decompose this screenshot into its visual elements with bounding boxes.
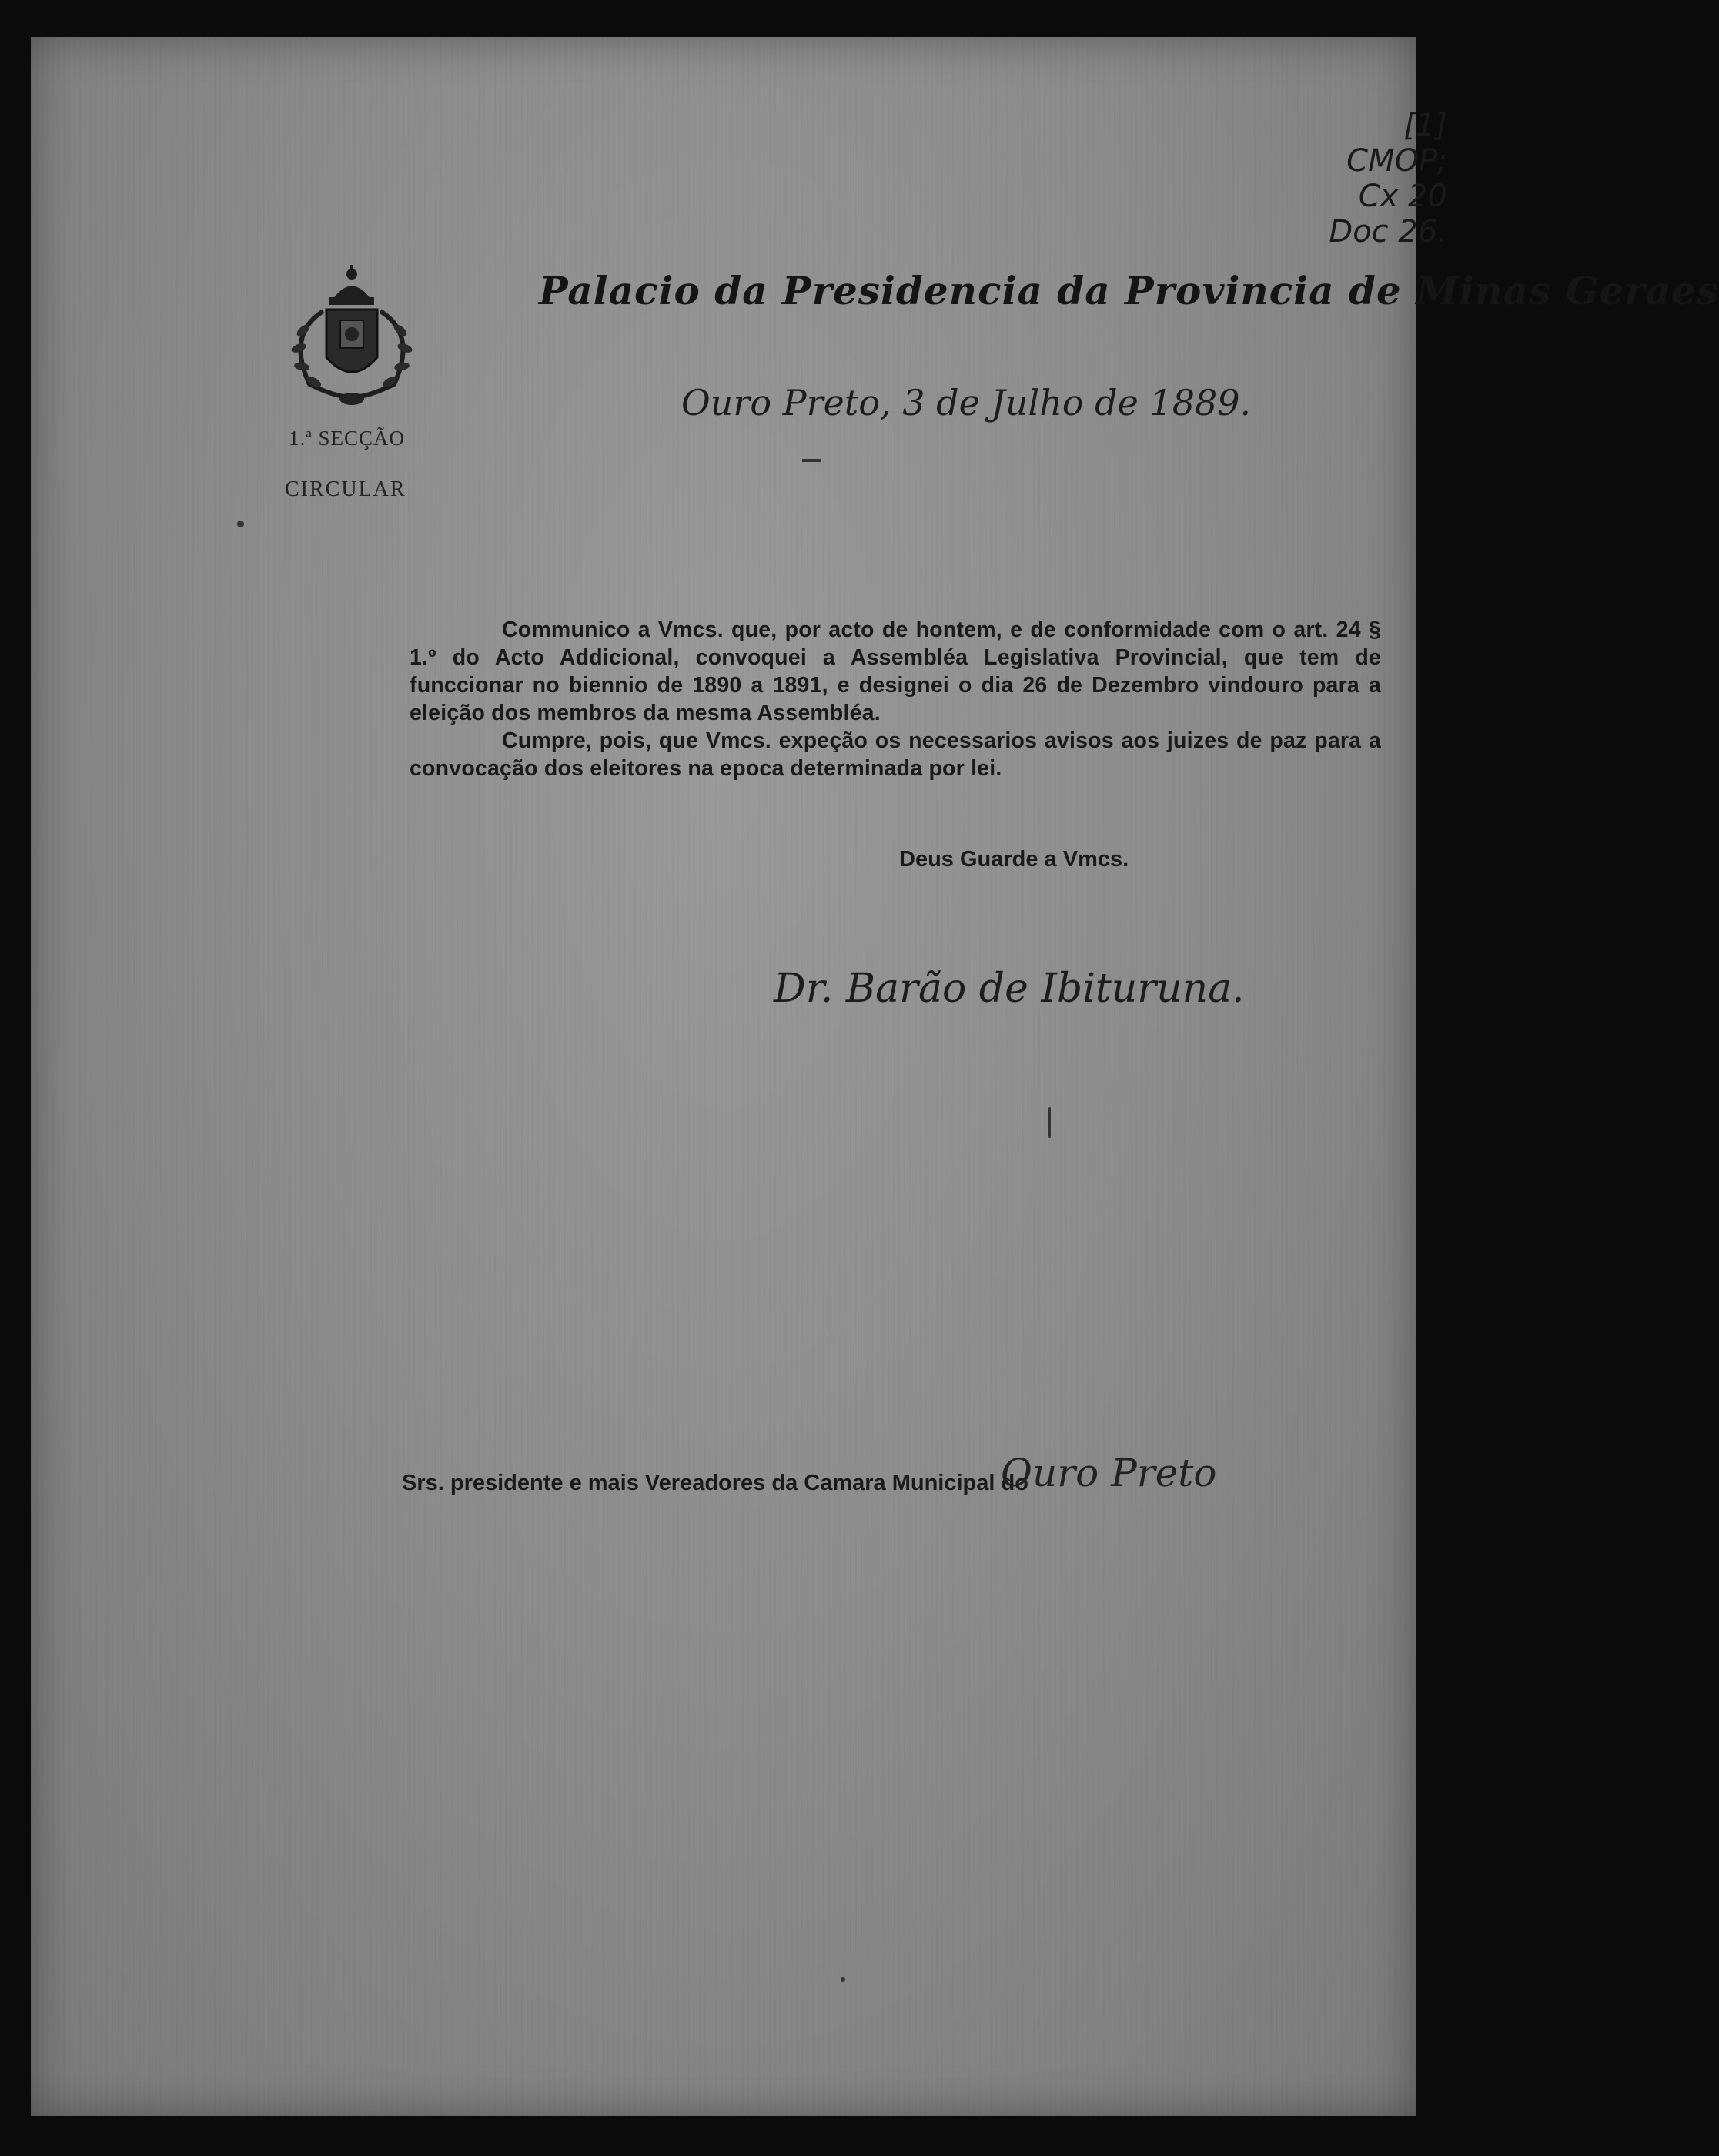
archive-note-line: [1] [1403,108,1447,143]
paper-speck [1048,1107,1051,1138]
letter-body [410,616,1381,782]
signature: Dr. Barão de Ibituruna. [774,966,1245,1012]
letterhead: Palacio da Presidencia da Provincia de Minas Geraes [539,268,1719,313]
paper-speck [237,521,244,527]
archive-reference-note [1293,108,1447,249]
archive-note-line: Cx 20 [1358,179,1447,214]
paper-speck [841,1977,845,1982]
document-page [31,37,1719,2116]
body-paragraph: Communico a Vmcs. que, por acto de hontem, e de conformidade com o art. 24 § 1.º do Acto Addicional, convoquei a Assembléa Legislativa Provincial, que tem de funccionar no biennio de 1890 a 1891, e designei o dia 26 de Dezembro vindouro para a eleição dos membros da mesma Assembléa. [410,618,1381,725]
addressee-line: Srs. presidente e mais Vereadores da Camara Municipal do [402,1471,1028,1495]
divider [802,459,821,462]
archive-note-line: Doc 26. [1329,214,1447,249]
archive-note-line: CMOP; [1346,143,1447,179]
imperial-coat-of-arms [279,257,425,411]
body-paragraph: Cumpre, pois, que Vmcs. expeção os necessarios avisos aos juizes de paz para a convocação dos eleitores na epoca determinada por lei. [410,728,1381,781]
section-label: 1.ª SECÇÃO [289,427,405,450]
document-type-label: CIRCULAR [285,477,406,501]
closing-salutation: Deus Guarde a Vmcs. [899,847,1129,872]
place-date: Ouro Preto, 3 de Julho de 1889. [681,382,1252,424]
handwritten-addressee-place: Ouro Preto [1001,1451,1217,1495]
